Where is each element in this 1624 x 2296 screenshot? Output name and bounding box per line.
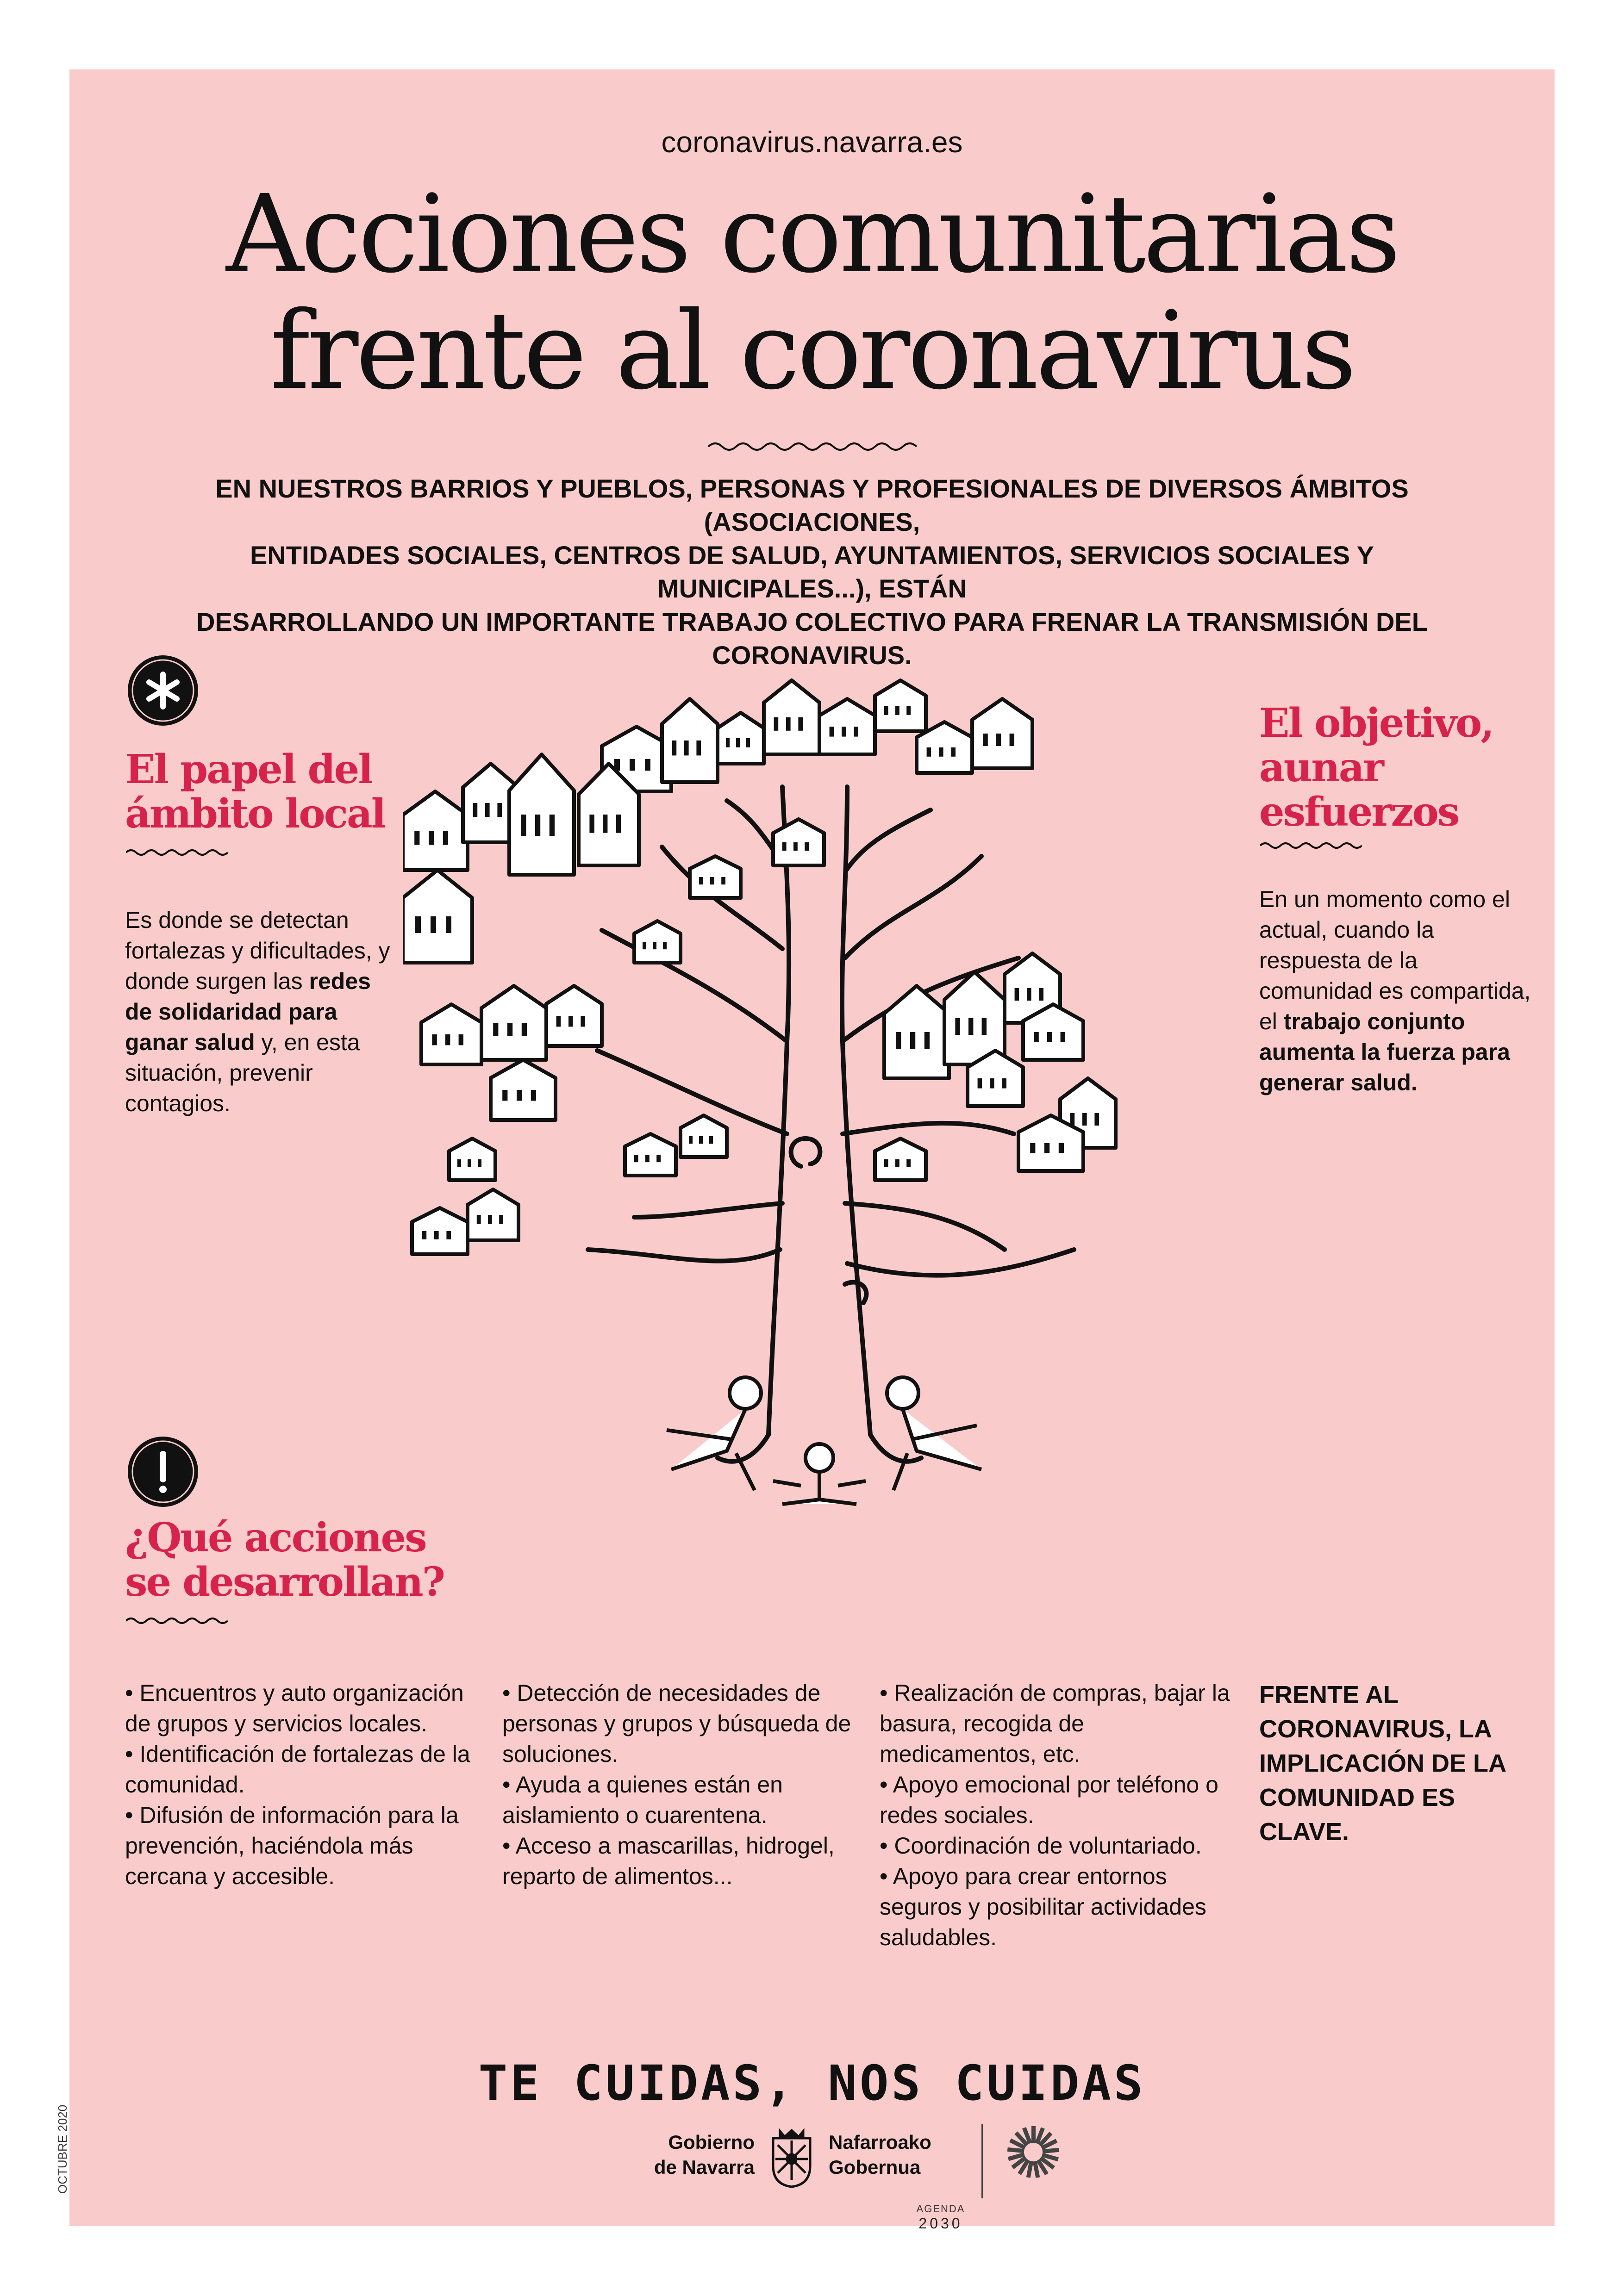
actions-squiggle — [126, 1615, 228, 1626]
list-item: • Ayuda a quienes están en aislamiento o cuarentena. — [502, 1772, 783, 1828]
intro-line-1: EN NUESTROS BARRIOS Y PUEBLOS, PERSONAS Y PROFESIONALES DE DIVERSOS ÁMBITOS (ASOCIACIONES, — [215, 474, 1409, 536]
page-title — [69, 172, 1555, 413]
local-heading — [125, 747, 449, 836]
title-line-1: Acciones comunitarias — [226, 172, 1398, 297]
navarra-coat-of-arms-icon — [764, 2124, 819, 2189]
list-item: • Apoyo emocional por teléfono o redes sociales. — [880, 1772, 1218, 1828]
website-url: coronavirus.navarra.es — [661, 125, 963, 159]
objective-heading — [1259, 701, 1537, 834]
exclamation-icon — [126, 1435, 200, 1509]
gov-name-spanish — [606, 2130, 755, 2180]
objective-paragraph — [1259, 884, 1537, 1098]
actions-column-1 — [125, 1678, 477, 1892]
local-squiggle — [126, 847, 228, 858]
objective-heading-line-1: El objetivo, — [1259, 700, 1493, 747]
gov-name-basque — [829, 2130, 977, 2180]
actions-column-2 — [502, 1678, 854, 1892]
actions-heading-line-1: ¿Qué acciones — [125, 1514, 426, 1561]
list-item: • Coordinación de voluntariado. — [880, 1833, 1202, 1859]
actions-column-3 — [880, 1678, 1231, 1953]
closing-statement: FRENTE AL CORONAVIRUS, LA IMPLICACIÓN DE LA COMUNIDAD ES CLAVE. — [1259, 1681, 1505, 1846]
gov-name-line: Gobierno — [668, 2131, 755, 2153]
logo-divider — [981, 2124, 983, 2198]
objective-text-bold: trabajo conjunto aumenta la fuerza para generar salud. — [1259, 1008, 1510, 1095]
list-item: • Detección de necesidades de personas y grupos y búsqueda de soluciones. — [502, 1680, 851, 1767]
actions-heading — [125, 1516, 542, 1605]
list-item: • Acceso a mascarillas, hidrogel, reparto de alimentos... — [502, 1833, 835, 1889]
agenda-year: 2030 — [918, 2215, 963, 2232]
local-text-before: Es donde se detectan fortalezas y dificultades, y donde surgen las — [125, 907, 390, 994]
agenda-label: AGENDA — [916, 2203, 965, 2215]
title-line-2: frente al coronavirus — [270, 288, 1354, 413]
intro-paragraph — [148, 472, 1476, 672]
objective-heading-line-3: esfuerzos — [1259, 789, 1459, 835]
local-heading-line-2: ámbito local — [125, 790, 385, 837]
tree-with-houses-illustration — [403, 671, 1236, 1527]
local-text-after: y, en esta situación, prevenir contagios. — [125, 1029, 360, 1116]
objective-squiggle — [1260, 840, 1362, 851]
asterisk-icon — [126, 653, 200, 728]
agenda-2030-wheel-icon — [1006, 2124, 1061, 2180]
list-item: • Identificación de fortalezas de la comunidad. — [125, 1741, 470, 1798]
poster — [56, 69, 1555, 2232]
intro-line-3: DESARROLLANDO UN IMPORTANTE TRABAJO COLECTIVO PARA FRENAR LA TRANSMISIÓN DEL CORONAVIRUS. — [196, 607, 1428, 670]
objective-heading-line-2: aunar — [1259, 744, 1383, 791]
gov-name-line: de Navarra — [654, 2156, 755, 2178]
gov-name-line: Nafarroako — [829, 2131, 931, 2153]
list-item: • Realización de compras, bajar la basura, recogida de medicamentos, etc. — [880, 1680, 1230, 1767]
actions-heading-line-2: se desarrollan? — [125, 1559, 444, 1605]
title-divider-squiggle — [708, 440, 917, 454]
list-item: • Difusión de información para la prevención, haciéndola más cercana y accesible. — [125, 1802, 459, 1889]
local-text-bold: redes de solidaridad para ganar salud — [125, 968, 371, 1055]
slogan: TE CUIDAS, NOS CUIDAS — [478, 2055, 1146, 2111]
list-item: • Encuentros y auto organización de grupos y servicios locales. — [125, 1680, 464, 1736]
intro-line-2: ENTIDADES SOCIALES, CENTROS DE SALUD, AYUNTAMIENTOS, SERVICIOS SOCIALES Y MUNICIPALES...), ESTÁN — [250, 541, 1374, 603]
local-paragraph — [125, 905, 403, 1119]
list-item: • Apoyo para crear entornos seguros y posibilitar actividades saludables. — [880, 1863, 1206, 1950]
local-heading-line-1: El papel del — [125, 746, 372, 793]
date-label: OCTUBRE 2020 — [56, 2104, 69, 2194]
gov-name-line: Gobernua — [829, 2156, 921, 2178]
objective-text-before: En un momento como el actual, cuando la respuesta de la comunidad es compartida, el — [1259, 886, 1531, 1034]
